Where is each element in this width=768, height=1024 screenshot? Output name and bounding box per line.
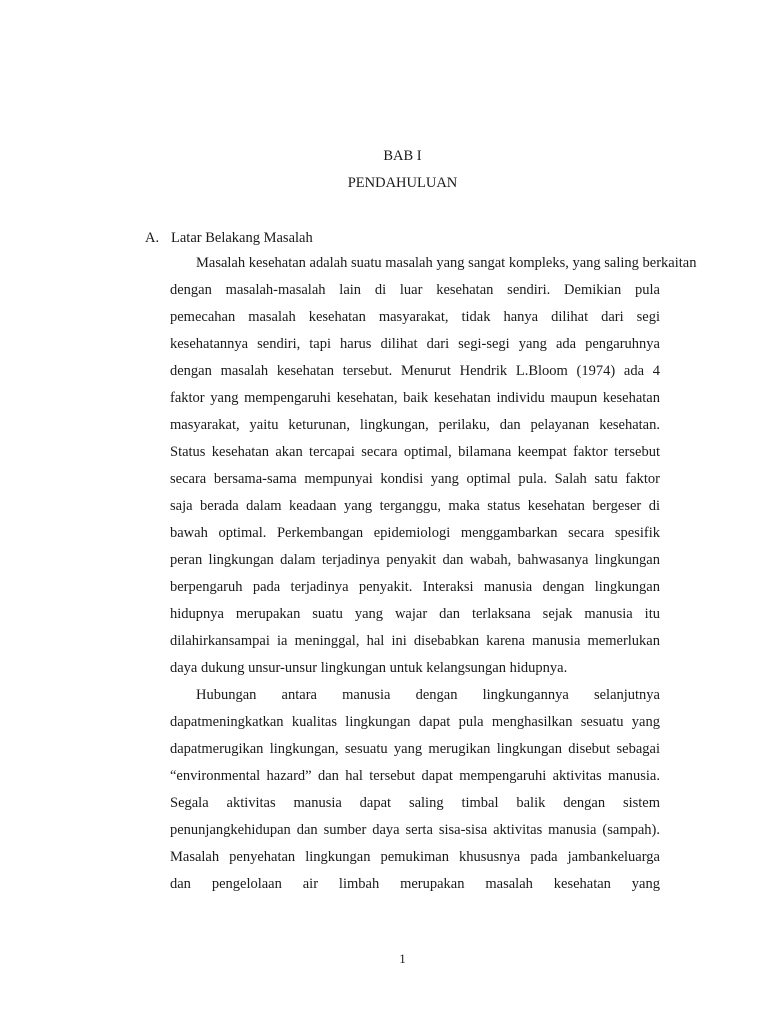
text-line: “environmental hazard” dan hal tersebut dapat mempengaruhi aktivitas manusia.	[170, 768, 660, 784]
text-line: dapatmerugikan lingkungan, sesuatu yang merugikan lingkungan disebut sebagai	[170, 741, 660, 757]
text-line: secara bersama-sama mempunyai kondisi yang optimal pula. Salah satu faktor	[170, 471, 660, 487]
chapter-title: PENDAHULUAN	[347, 175, 458, 191]
text-line: Masalah penyehatan lingkungan pemukiman khususnya pada jambankeluarga	[170, 849, 660, 865]
text-line: Hubungan antara manusia dengan lingkungannya selanjutnya	[196, 687, 660, 703]
section-heading	[145, 228, 313, 248]
text-line: bawah optimal. Perkembangan epidemiologi menggambarkan secara spesifik	[170, 525, 660, 541]
text-line: dilahirkansampai ia meninggal, hal ini disebabkan karena manusia memerlukan	[170, 633, 660, 649]
page-number: 1	[399, 951, 406, 966]
text-line: berpengaruh pada terjadinya penyakit. Interaksi manusia dengan lingkungan	[170, 579, 660, 595]
text-line: Status kesehatan akan tercapai secara optimal, bilamana keempat faktor tersebut	[170, 444, 660, 460]
chapter-number: BAB I	[383, 148, 422, 164]
text-line: peran lingkungan dalam terjadinya penyakit dan wabah, bahwasanya lingkungan	[170, 552, 660, 568]
section-letter: A.	[145, 230, 160, 246]
text-line: dengan masalah-masalah lain di luar kesehatan sendiri. Demikian pula	[170, 282, 660, 298]
text-line: dengan masalah kesehatan tersebut. Menurut Hendrik L.Bloom (1974) ada 4	[170, 363, 660, 379]
text-line: dan pengelolaan air limbah merupakan masalah kesehatan yang	[170, 876, 660, 892]
text-line: daya dukung unsur-unsur lingkungan untuk kelangsungan hidupnya.	[170, 660, 568, 676]
section-title: Latar Belakang Masalah	[171, 230, 313, 246]
text-line: Segala aktivitas manusia dapat saling timbal balik dengan sistem	[170, 795, 660, 811]
text-line: penunjangkehidupan dan sumber daya serta sisa-sisa aktivitas manusia (sampah).	[170, 822, 660, 838]
text-line: hidupnya merupakan suatu yang wajar dan terlaksana sejak manusia itu	[170, 606, 660, 622]
body-text	[170, 253, 697, 901]
text-line: dapatmeningkatkan kualitas lingkungan dapat pula menghasilkan sesuatu yang	[170, 714, 660, 730]
text-line: masyarakat, yaitu keturunan, lingkungan, perilaku, dan pelayanan kesehatan.	[170, 417, 660, 433]
text-line: faktor yang mempengaruhi kesehatan, baik kesehatan individu maupun kesehatan	[170, 390, 660, 406]
text-line: pemecahan masalah kesehatan masyarakat, tidak hanya dilihat dari segi	[170, 309, 660, 325]
text-line: Masalah kesehatan adalah suatu masalah yang sangat kompleks, yang saling berkaitan	[196, 255, 697, 271]
text-line: kesehatannya sendiri, tapi harus dilihat dari segi-segi yang ada pengaruhnya	[170, 336, 660, 352]
text-line: saja berada dalam keadaan yang terganggu, maka status kesehatan bergeser di	[170, 498, 660, 514]
